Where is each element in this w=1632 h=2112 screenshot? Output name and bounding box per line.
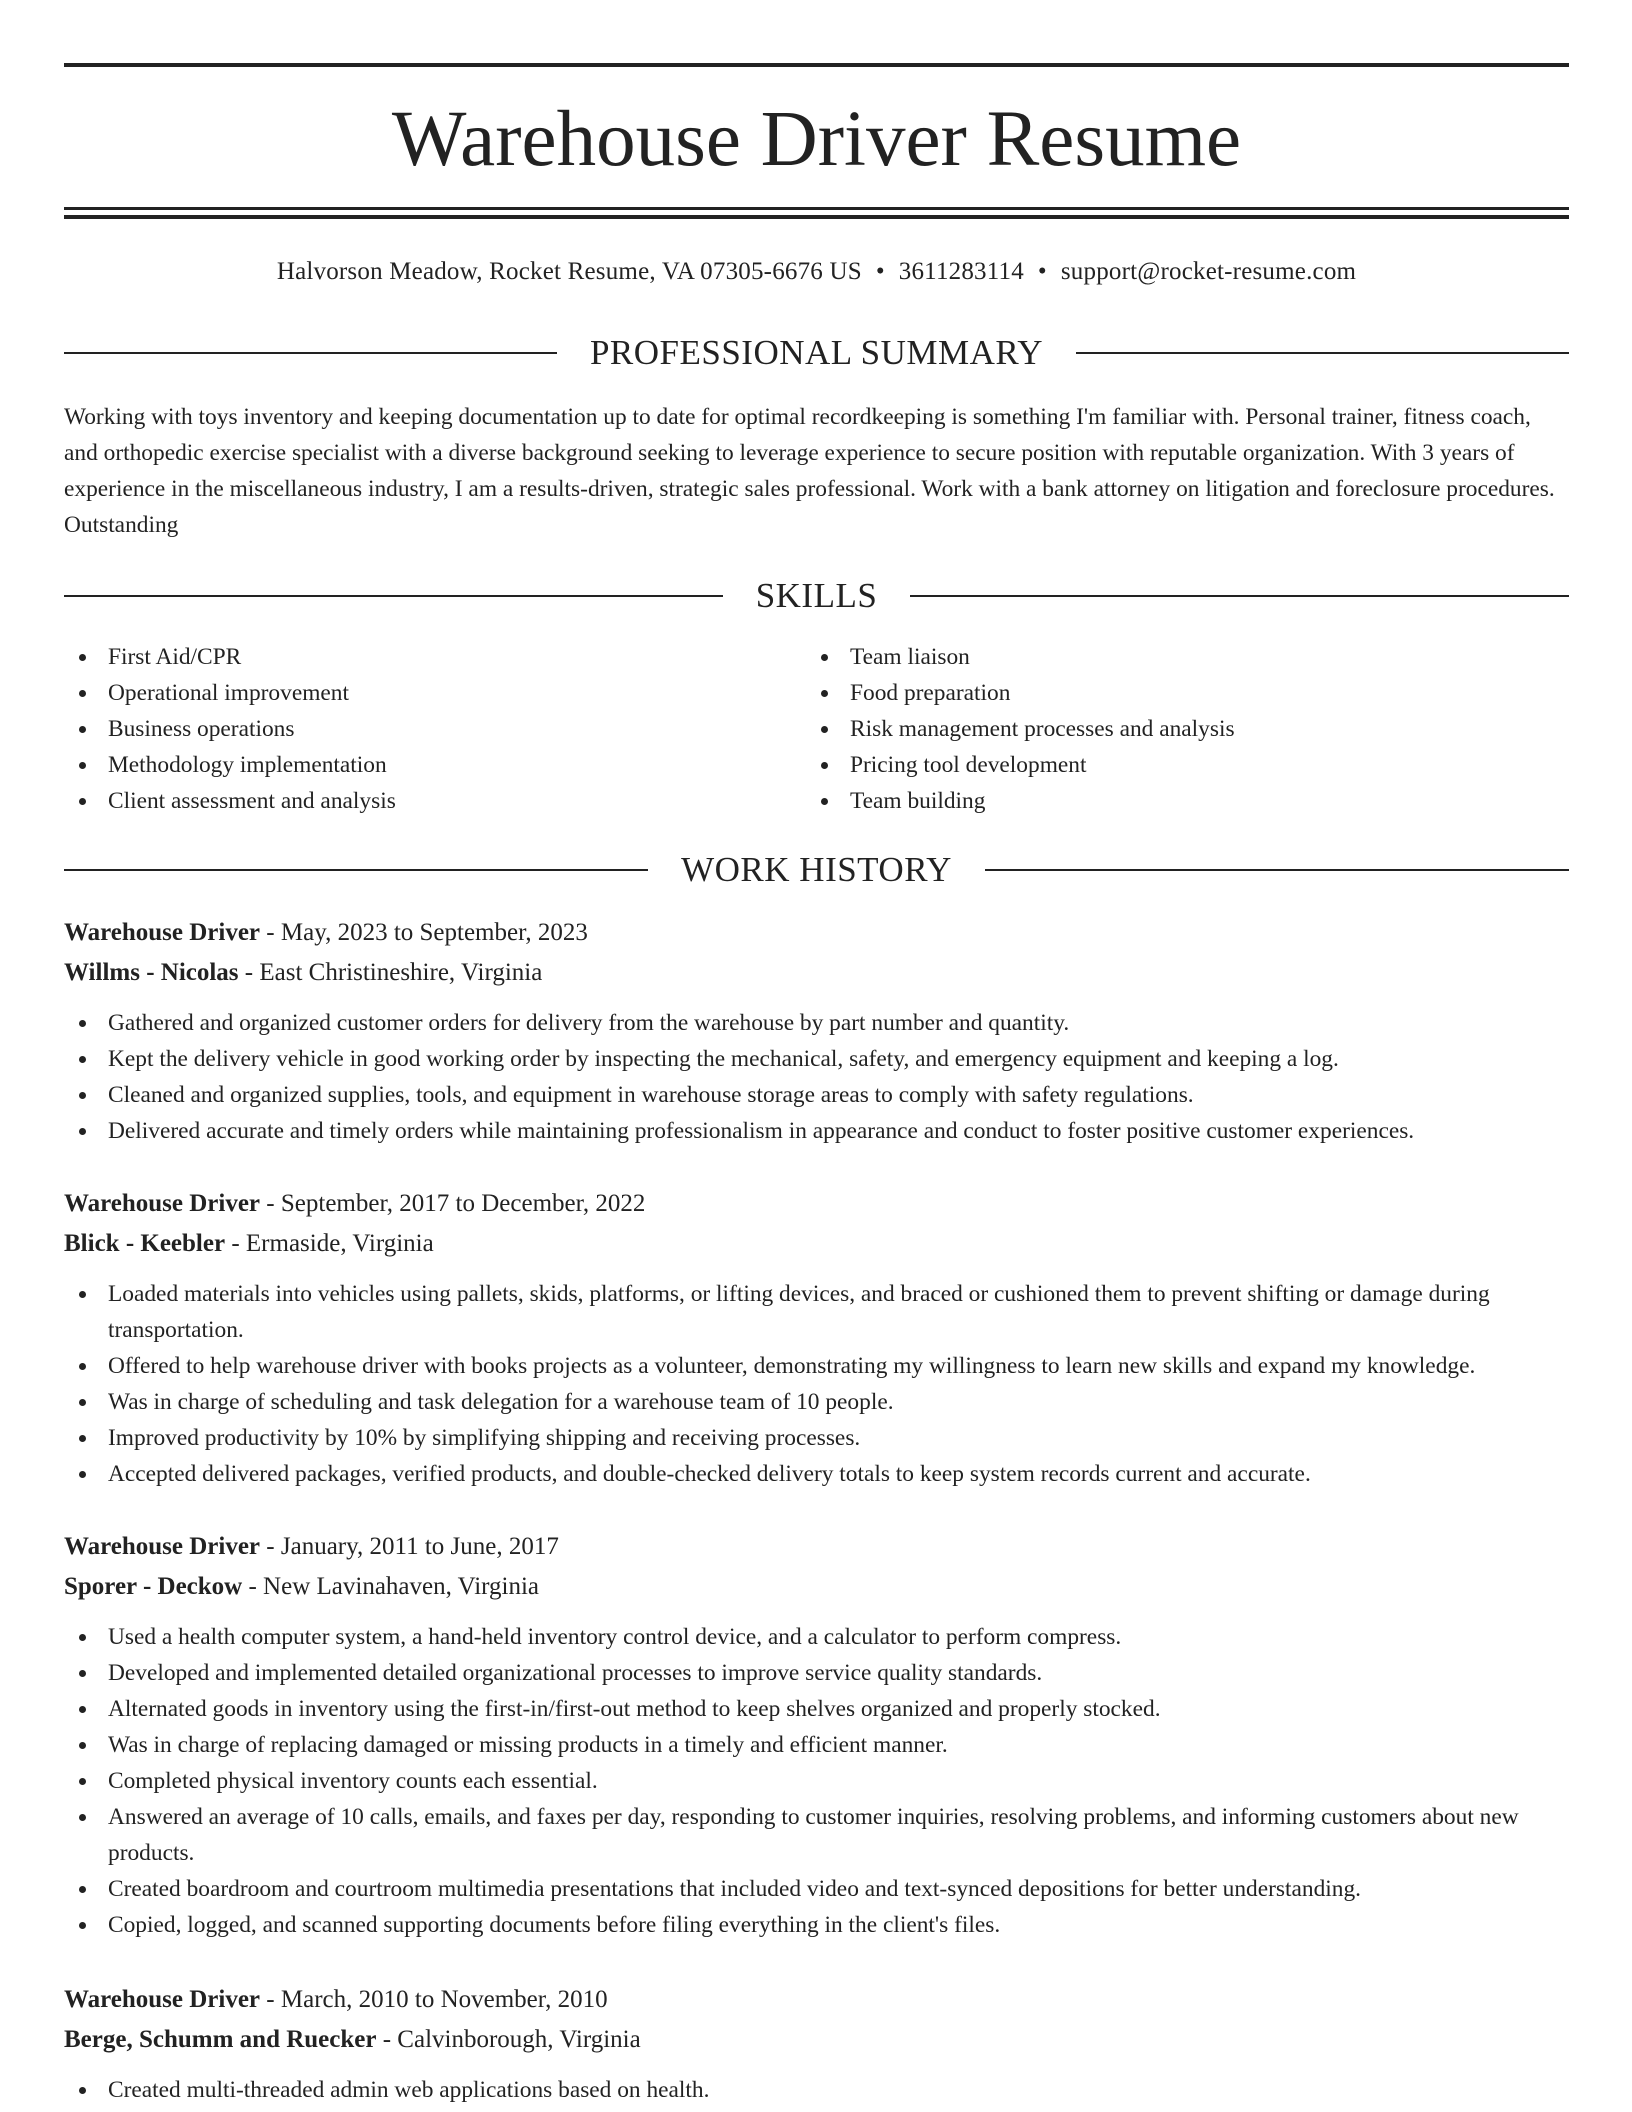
skills-list-right [806, 639, 1506, 819]
heading-rule-right [910, 595, 1569, 597]
contact-separator: • [1037, 258, 1047, 285]
job-location: - Calvinborough, Virginia [382, 2026, 641, 2053]
job-bullets [64, 2072, 1569, 2108]
job-bullet: Gathered and organized customer orders for delivery from the warehouse by part number and quantity. [64, 1005, 1569, 1041]
job-title-line [64, 1184, 1569, 1224]
top-rule [64, 63, 1569, 67]
heading-rule-left [64, 352, 557, 354]
job-bullet: Kept the delivery vehicle in good working order by inspecting the mechanical, safety, and emergency equipment and keeping a log. [64, 1041, 1569, 1077]
heading-rule-right [1076, 352, 1569, 354]
job-entry [64, 1527, 1569, 1943]
skills-list-left [64, 639, 764, 819]
heading-rule-right [985, 869, 1569, 871]
job-bullet: Answered an average of 10 calls, emails, and faxes per day, responding to customer inquiries, resolving problems, and informing customers about new products. [64, 1799, 1569, 1871]
skills-heading-label: SKILLS [755, 576, 878, 615]
skill-item: Operational improvement [64, 675, 764, 711]
job-location: - Ermaside, Virginia [231, 1230, 434, 1257]
job-entry [64, 1184, 1569, 1492]
job-bullet: Offered to help warehouse driver with books projects as a volunteer, demonstrating my willingness to learn new skills and expand my knowledge. [64, 1348, 1569, 1384]
skill-item: Team building [806, 783, 1506, 819]
resume-title: Warehouse Driver Resume [391, 96, 1242, 183]
job-dates: - January, 2011 to June, 2017 [266, 1533, 559, 1560]
job-title-line [64, 913, 1569, 953]
job-dates: - September, 2017 to December, 2022 [266, 1190, 646, 1217]
summary-text: Working with toys inventory and keeping documentation up to date for optimal recordkeeping is something I'm familiar with. Personal trainer, fitness coach, and orthopedic exercise specialist with a diverse background seeking to leverage experience to secure position with reputable organization. With 3 years of experience in the miscellaneous industry, I am a results-driven, strategic sales professional. Work with a bank attorney on litigation and foreclosure procedures. Outstanding [64, 404, 1555, 538]
job-title: Warehouse Driver [64, 919, 261, 946]
job-bullet: Completed physical inventory counts each essential. [64, 1763, 1569, 1799]
job-bullets [64, 1276, 1569, 1492]
skill-item: Risk management processes and analysis [806, 711, 1506, 747]
job-location: - New Lavinahaven, Virginia [248, 1573, 540, 1600]
contact-separator: • [875, 258, 885, 285]
job-title-line [64, 1980, 1569, 2020]
job-title-line [64, 1527, 1569, 1567]
job-bullet: Developed and implemented detailed organizational processes to improve service quality standards. [64, 1655, 1569, 1691]
heading-rule-left [64, 869, 648, 871]
skills-heading [64, 574, 1569, 618]
contact-line [64, 254, 1569, 290]
title-rule-upper [64, 207, 1569, 210]
job-dates: - March, 2010 to November, 2010 [266, 1986, 608, 2013]
job-company: Sporer - Deckow [64, 1573, 243, 1600]
job-bullet: Cleaned and organized supplies, tools, and equipment in warehouse storage areas to comply with safety regulations. [64, 1077, 1569, 1113]
job-company: Blick - Keebler [64, 1230, 226, 1257]
job-bullet: Accepted delivered packages, verified products, and double-checked delivery totals to keep system records current and accurate. [64, 1456, 1569, 1492]
job-company-line [64, 2020, 1569, 2060]
summary-heading-label: PROFESSIONAL SUMMARY [589, 333, 1044, 372]
title-rule-lower [64, 215, 1569, 219]
skill-item: First Aid/CPR [64, 639, 764, 675]
job-company: Berge, Schumm and Ruecker [64, 2026, 377, 2053]
contact-email: support@rocket-resume.com [1060, 258, 1357, 285]
job-bullets [64, 1619, 1569, 1943]
contact-phone: 3611283114 [898, 258, 1024, 285]
job-bullet: Used a health computer system, a hand-held inventory control device, and a calculator to perform compress. [64, 1619, 1569, 1655]
job-bullet: Delivered accurate and timely orders while maintaining professionalism in appearance and conduct to foster positive customer experiences. [64, 1113, 1569, 1149]
heading-rule-left [64, 595, 723, 597]
job-entry [64, 913, 1569, 1149]
work-heading-label: WORK HISTORY [681, 850, 952, 889]
job-title: Warehouse Driver [64, 1986, 261, 2013]
job-bullet: Alternated goods in inventory using the first-in/first-out method to keep shelves organized and properly stocked. [64, 1691, 1569, 1727]
skill-item: Pricing tool development [806, 747, 1506, 783]
job-dates: - May, 2023 to September, 2023 [266, 919, 588, 946]
job-bullet: Created boardroom and courtroom multimedia presentations that included video and text-synced depositions for better understanding. [64, 1871, 1569, 1907]
job-title: Warehouse Driver [64, 1190, 261, 1217]
skill-item: Food preparation [806, 675, 1506, 711]
job-company-line [64, 1567, 1569, 1607]
job-bullet: Created multi-threaded admin web applications based on health. [64, 2072, 1569, 2108]
contact-address: Halvorson Meadow, Rocket Resume, VA 07305-6676 US [276, 258, 862, 285]
job-company: Willms - Nicolas [64, 959, 239, 986]
job-bullets [64, 1005, 1569, 1149]
summary-heading [64, 331, 1569, 375]
job-bullet: Improved productivity by 10% by simplifying shipping and receiving processes. [64, 1420, 1569, 1456]
skill-item: Methodology implementation [64, 747, 764, 783]
job-title: Warehouse Driver [64, 1533, 261, 1560]
skill-item: Business operations [64, 711, 764, 747]
skill-item: Client assessment and analysis [64, 783, 764, 819]
job-bullet: Was in charge of scheduling and task delegation for a warehouse team of 10 people. [64, 1384, 1569, 1420]
job-company-line [64, 953, 1569, 993]
job-company-line [64, 1224, 1569, 1264]
job-bullet: Was in charge of replacing damaged or missing products in a timely and efficient manner. [64, 1727, 1569, 1763]
job-bullet: Loaded materials into vehicles using pallets, skids, platforms, or lifting devices, and braced or cushioned them to prevent shifting or damage during transportation. [64, 1276, 1569, 1348]
job-entry [64, 1980, 1569, 2108]
job-bullet: Copied, logged, and scanned supporting documents before filing everything in the client's files. [64, 1907, 1569, 1943]
job-location: - East Christineshire, Virginia [244, 959, 543, 986]
work-heading [64, 848, 1569, 892]
skill-item: Team liaison [806, 639, 1506, 675]
